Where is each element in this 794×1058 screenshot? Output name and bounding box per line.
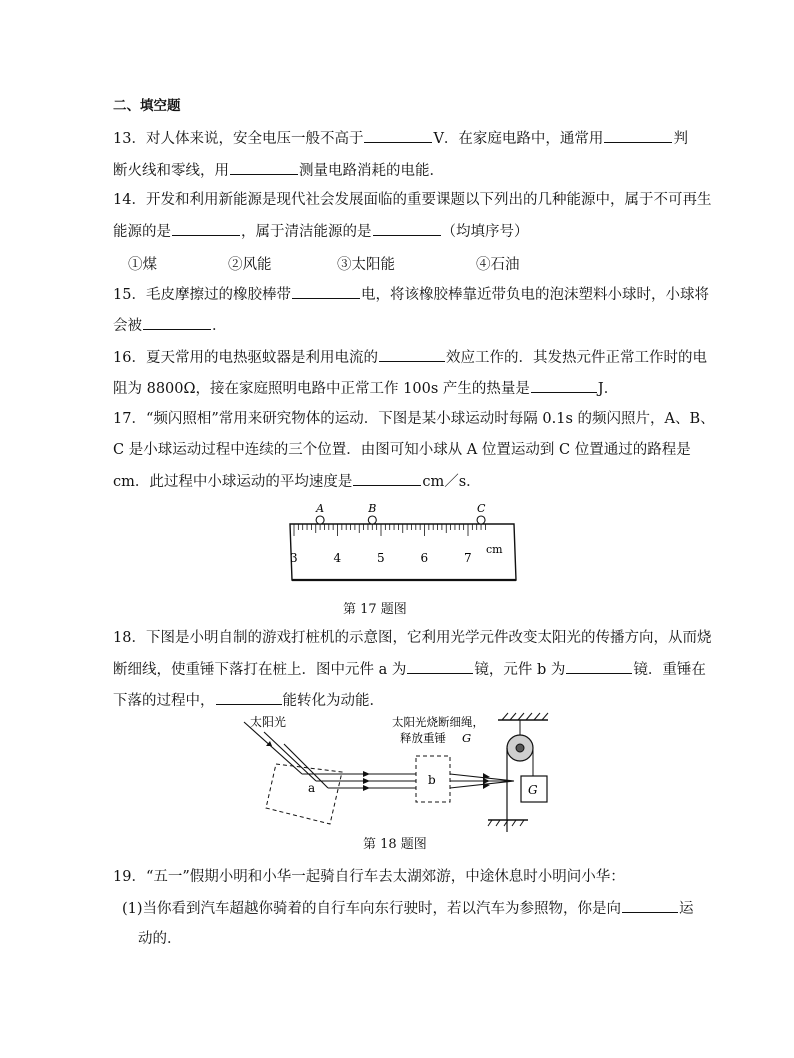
q17-line2: C 是小球运动过程中连续的三个位置．由图可知小球从 A 位置运动到 C 位置通过的路程是	[113, 442, 691, 458]
pulley-axle	[516, 744, 524, 752]
q15-line2	[113, 315, 227, 336]
ruler-points	[315, 502, 486, 524]
burn-note-line2: 释放重锤	[400, 731, 446, 745]
q18-text: 断细线，使重锤下落打在桩上．图中元件 a 为	[113, 662, 407, 678]
pile-driver-figure	[230, 710, 570, 832]
q13-text: 断火线和零线，用	[113, 163, 229, 179]
q16-blank1[interactable]	[379, 347, 445, 362]
ball-position-C	[477, 516, 485, 524]
q17-text: cm．此过程中小球运动的平均速度是	[113, 474, 353, 490]
q18-text: 下落的过程中，	[113, 693, 215, 709]
figure-18-caption: 第 18 题图	[363, 837, 427, 852]
q14-option: ④石油	[476, 257, 520, 273]
q17-line3	[113, 471, 481, 492]
q13-text: 13．对人体来说，安全电压一般不高于	[113, 131, 364, 147]
q18-blank1[interactable]	[407, 659, 473, 674]
section-title: 二、填空题	[113, 98, 181, 114]
q15-text: ．	[212, 318, 227, 334]
ball-position-A	[316, 516, 324, 524]
q18-blank3[interactable]	[216, 690, 282, 705]
q19-line1: 19．“五一”假期小明和小华一起骑自行车去太湖郊游，中途休息时小明问小华：	[113, 869, 625, 885]
q13-blank2[interactable]	[604, 128, 672, 143]
ruler-figure	[286, 500, 522, 590]
q19-text: (1)当你看到汽车超越你骑着的自行车向东行驶时，若以汽车为参照物，你是向	[122, 901, 622, 917]
q15-text: 15．毛皮摩擦过的橡胶棒带	[113, 287, 291, 303]
q19-blank1[interactable]	[622, 898, 678, 913]
q14-text: ，属于清洁能源的是	[241, 224, 372, 240]
q13-text: 测量电路消耗的电能．	[299, 163, 444, 179]
q18-line1: 18．下图是小明自制的游戏打桩机的示意图，它利用光学元件改变太阳光的传播方向，从而烧	[113, 630, 712, 646]
ball-position-B	[368, 516, 376, 524]
q15-text: 电，将该橡胶棒靠近带负电的泡沫塑料小球时，小球将	[360, 287, 709, 303]
q14-option: ②风能	[228, 257, 272, 273]
q16-text: 16．夏天常用的电热驱蚊器是利用电流的	[113, 350, 378, 366]
q15-line1	[113, 284, 709, 305]
q15-blank2[interactable]	[143, 315, 211, 330]
q14-line2	[113, 221, 529, 242]
q15-blank1[interactable]	[292, 284, 360, 299]
q14-line1: 14．开发和利用新能源是现代社会发展面临的重要课题以下列出的几种能源中，属于不可再生	[113, 192, 712, 208]
element-a-label: a	[308, 781, 316, 795]
q13-text: 判	[673, 131, 688, 147]
q18-text: 能转化为动能．	[282, 693, 384, 709]
ruler-unit: cm	[486, 543, 503, 556]
q14-option: ①煤	[128, 257, 157, 273]
ball-label-C: C	[477, 502, 486, 515]
q18-text: 镜，元件 b 为	[474, 662, 566, 678]
q16-text: J．	[597, 381, 619, 397]
q16-blank2[interactable]	[531, 378, 597, 393]
q18-line2	[113, 659, 706, 680]
q16-line2	[113, 378, 618, 399]
q19-line2	[122, 898, 694, 919]
q18-text: 镜．重锤在	[633, 662, 706, 678]
ruler-tick-label: 6	[420, 551, 429, 565]
incoming-rays	[244, 722, 514, 788]
q16-line1	[113, 347, 707, 368]
q13-blank3[interactable]	[230, 160, 298, 175]
q18-blank2[interactable]	[566, 659, 632, 674]
q14-blank1[interactable]	[172, 221, 240, 236]
q16-text: 阻为 8800Ω，接在家庭照明电路中正常工作 100s 产生的热量是	[113, 381, 530, 397]
q13-blank1[interactable]	[364, 128, 432, 143]
weight-label: G	[528, 783, 538, 797]
sunlight-label: 太阳光	[250, 715, 287, 729]
q16-text: 效应工作的．其发热元件正常工作时的电	[445, 350, 707, 366]
q14-text: 能源的是	[113, 224, 171, 240]
ruler-tick-label: 3	[290, 551, 298, 565]
weight-symbol: G	[462, 731, 472, 745]
q13-line1	[113, 128, 688, 149]
figure-17-caption: 第 17 题图	[343, 602, 407, 617]
ground	[488, 820, 528, 826]
ball-label-B: B	[368, 502, 377, 515]
element-a	[266, 764, 342, 824]
q19-line3: 动的．	[138, 931, 182, 947]
q13-text: V．在家庭电路中，通常用	[433, 131, 604, 147]
ball-label-A: A	[316, 502, 325, 515]
q19-text: 运	[679, 901, 694, 917]
ruler-tick-label: 7	[464, 551, 472, 565]
q14-blank2[interactable]	[373, 221, 441, 236]
q17-text: cm／s．	[422, 474, 481, 490]
ruler-tick-label: 5	[377, 551, 385, 565]
q13-line2	[113, 160, 444, 181]
q18-line3	[113, 690, 384, 711]
q17-line1: 17．“频闪照相”常用来研究物体的运动．下图是某小球运动时每隔 0.1s 的频闪照片，A、B、	[113, 411, 715, 427]
q17-blank1[interactable]	[353, 471, 421, 486]
burn-note-line1: 太阳光烧断细绳，	[392, 715, 484, 729]
ruler-tick-label: 4	[333, 551, 342, 565]
q14-text: （均填序号）	[441, 224, 529, 240]
q15-text: 会被	[113, 318, 142, 334]
ceiling	[498, 713, 548, 736]
element-b-label: b	[428, 773, 436, 787]
q14-option: ③太阳能	[337, 257, 395, 273]
